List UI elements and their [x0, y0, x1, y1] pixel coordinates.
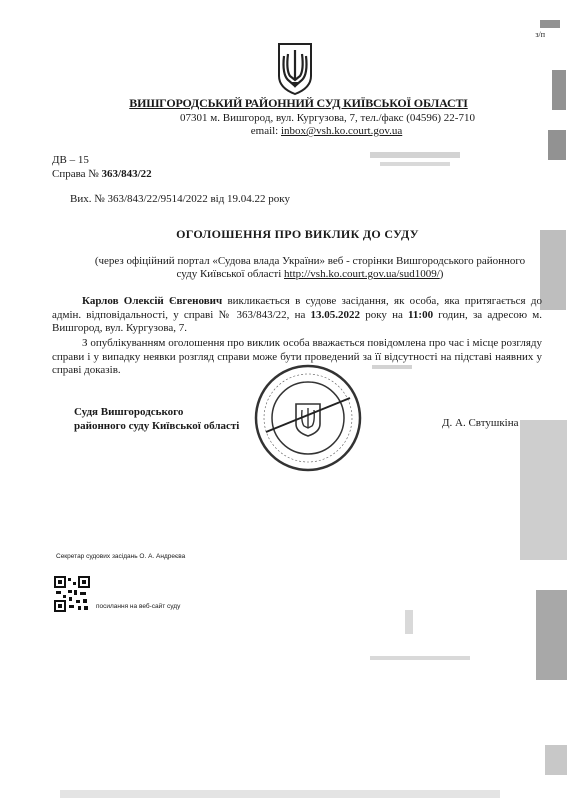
judge-title-line-2: районного суду Київської області	[74, 420, 240, 432]
qr-code-icon[interactable]	[54, 576, 90, 612]
document-title: ОГОЛОШЕННЯ ПРО ВИКЛИК ДО СУДУ	[176, 227, 419, 241]
court-email-line	[0, 125, 567, 137]
judge-name: Д. А. Свтушкіна	[442, 417, 519, 429]
summons-text-b: року на	[360, 308, 409, 321]
email-link[interactable]: inbox@vsh.ko.court.gov.ua	[281, 125, 403, 137]
email-label: email:	[250, 125, 279, 137]
page-corner-mark: з/п	[535, 30, 545, 39]
subtitle-text: суду Київської області	[176, 268, 282, 280]
summons-paragraph	[52, 295, 542, 336]
subtitle-close: )	[439, 268, 444, 280]
outgoing-number: Вих. № 363/843/22/9514/2022 від 19.04.22 року	[70, 193, 290, 205]
case-label: Справа №	[52, 168, 99, 180]
court-website-link[interactable]: http://vsh.ko.court.gov.ua/sud1009/	[284, 268, 440, 280]
document-code: ДВ – 15	[52, 154, 89, 166]
subtitle-line-1: (через офіційний портал «Судова влада України» веб - сторінки Вишгородського районного	[94, 255, 526, 267]
summons-text-c: годин, за адресою м. Вишгород, вул. Кургузова, 7.	[52, 308, 542, 334]
hearing-date: 13.05.2022	[310, 308, 361, 321]
person-name: Карлов Олексій Євгенович	[82, 295, 223, 307]
secretary-line: Секретар судових засідань О. А. Андреєва	[56, 553, 186, 560]
trident-emblem-icon	[276, 40, 314, 96]
court-stamp-icon	[252, 362, 364, 474]
case-number: 363/843/22	[101, 168, 152, 180]
hearing-time: 11:00	[408, 308, 434, 321]
notice-paragraph: З опублікуванням оголошення про виклик особа вважається повідомлена про час і місце розгляду справи і у випадку неявки розгляд справи може бути проведений за її відсутності на підставі наявних у справі доказів.	[52, 337, 542, 376]
summons-text-a: викликається в судове засідання, як особа, яка притягається до адмін. відповідальності, у справі № 363/843/22, на	[52, 295, 542, 321]
website-posting-note: посилання на веб-сайт суду	[96, 603, 181, 610]
case-number-line	[52, 168, 152, 180]
judge-title	[74, 405, 239, 433]
court-address: 07301 м. Вишгород, вул. Кургузова, 7, тел./факс (04596) 22-710	[180, 112, 475, 124]
judge-title-line-1: Судя Вишгородського	[74, 406, 184, 418]
court-name: ВИШГОРОДСЬКИЙ РАЙОННИЙ СУД КИЇВСЬКОЇ ОБЛАСТІ	[129, 96, 468, 110]
subtitle-line-2	[80, 268, 540, 280]
